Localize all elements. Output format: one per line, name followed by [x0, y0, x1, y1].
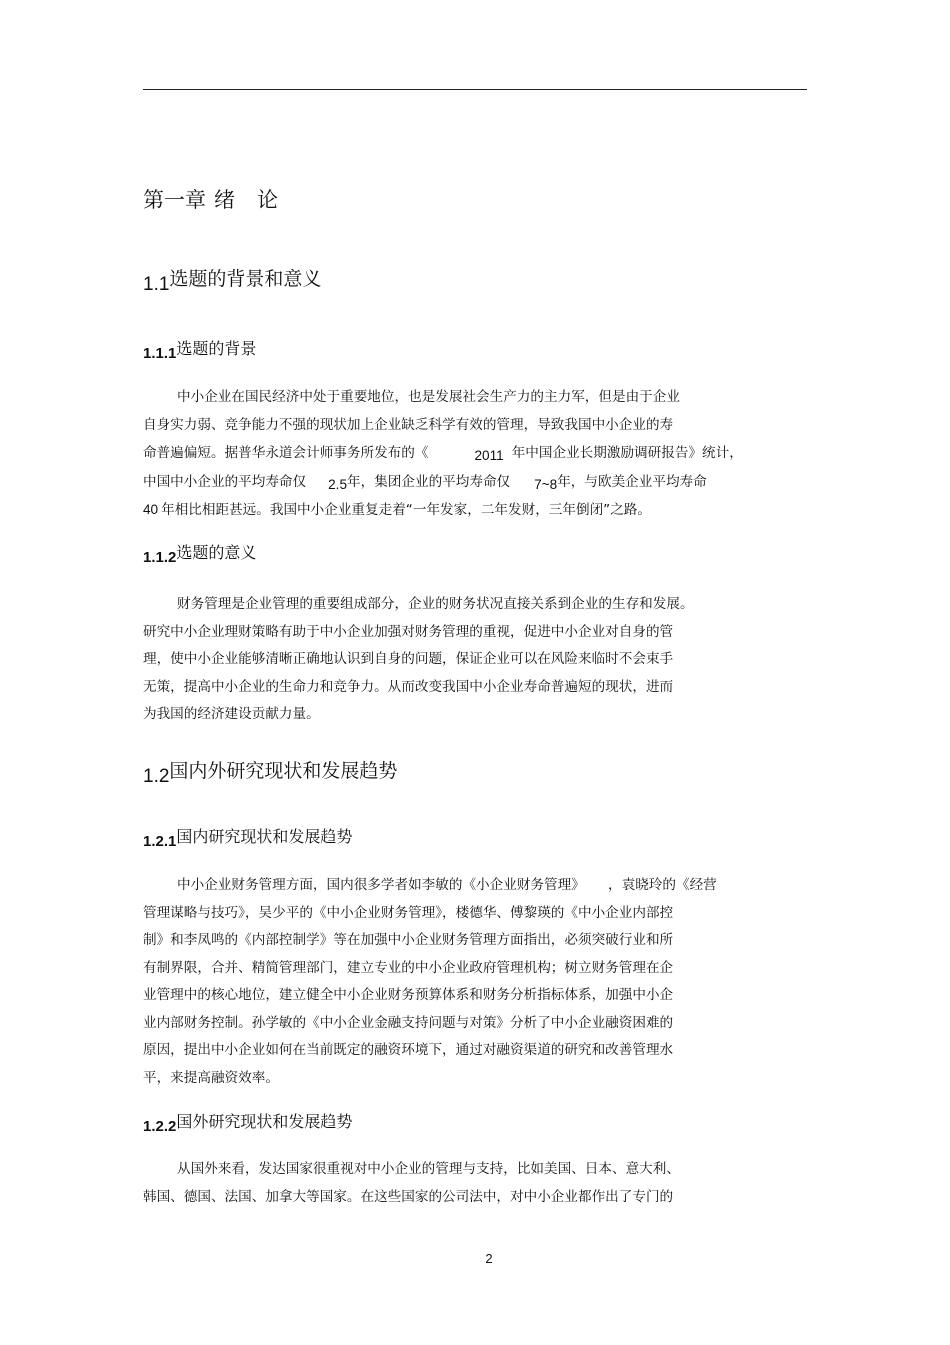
lifespan-range-value: 7~8 [534, 476, 558, 492]
subsection-heading-1-2-1 [143, 824, 353, 850]
subsection-number: 1.2.2 [143, 1118, 177, 1135]
lifespan-value: 2.5 [328, 476, 348, 492]
subsection-title: 国内研究现状和发展趋势 [176, 827, 353, 846]
paragraph-line: 财务管理是企业管理的重要组成部分，企业的财务状况直接关系到企业的生存和发展。 [177, 596, 694, 612]
paragraph-significance [143, 591, 783, 729]
paragraph-line: 韩国、德国、法国、加拿大等国家。在这些国家的公司法中，对中小企业都作出了专门的 [143, 1188, 674, 1205]
paragraph-line [143, 872, 783, 900]
subsection-heading-1-2-2 [143, 1109, 353, 1135]
text-run: 中小企业财务管理方面，国内很多学者如李敏的《小企业财务管理》 [177, 877, 579, 893]
subsection-heading-1-1-1 [143, 336, 257, 362]
text-run: 中国中小企业的平均寿命仅 [143, 473, 307, 490]
section-title: 选题的背景和意义 [169, 268, 322, 290]
chapter-heading [143, 184, 278, 214]
paragraph-line [143, 468, 783, 497]
paragraph-line: 中小企业在国民经济中处于重要地位，也是发展社会生产力的主力军，但是由于企业 [177, 389, 680, 405]
paragraph-domestic-research [143, 872, 783, 1092]
paragraph-line: 业内部财务控制。孙学敏的《中小企业金融支持问题与对策》分析了中小企业融资困难的 [143, 1014, 674, 1031]
paragraph-line: 有制界限，合并、精简管理部门，建立专业的中小企业政府管理机构；树立财务管理在企 [143, 959, 674, 976]
section-heading-1-1 [143, 264, 322, 295]
text-run: 年，与欧美企业平均寿命 [557, 473, 707, 490]
section-number: 1.1 [143, 274, 170, 295]
paragraph-line: 无策，提高中小企业的生命力和竞争力。从而改变我国中小企业寿命普遍短的现状，进而 [143, 678, 674, 695]
text-run: 年，集团企业的平均寿命仅 [347, 473, 511, 490]
subsection-heading-1-1-2 [143, 540, 257, 566]
chapter-title-part-a: 绪 [214, 188, 235, 212]
paragraph-line: 为我国的经济建设贡献力量。 [143, 706, 320, 722]
paragraph-line: 管理谋略与技巧》，吴少平的《中小企业财务管理》，楼德华、傅黎瑛的《中小企业内部控 [143, 904, 674, 921]
section-heading-1-2 [143, 756, 398, 787]
subsection-title: 选题的背景 [176, 339, 257, 358]
paragraph-line: 制》和李凤鸣的《内部控制学》等在加强中小企业财务管理方面指出，必须突破行业和所 [143, 932, 674, 948]
paragraph-line: 理，使中小企业能够清晰正确地认识到自身的问题，保证企业可以在风险来临时不会束手 [143, 651, 674, 667]
subsection-number: 1.1.1 [143, 345, 177, 362]
text-run: 年相比相距甚远。我国中小企业重复走着“一年发家，二年发财，三年倒闭”之路。 [161, 502, 651, 518]
paragraph-foreign-research [143, 1156, 783, 1211]
lifespan-value: 40 [143, 502, 159, 517]
subsection-title: 国外研究现状和发展趋势 [176, 1112, 353, 1131]
page-number: 2 [485, 1251, 493, 1266]
subsection-number: 1.1.2 [143, 549, 177, 566]
paragraph-line: 原因，提出中小企业如何在当前既定的融资环境下，通过对融资渠道的研究和改善管理水 [143, 1042, 674, 1058]
section-number: 1.2 [143, 766, 170, 787]
paragraph-line: 从国外来看，发达国家很重视对中小企业的管理与支持，比如美国、日本、意大利、 [177, 1161, 680, 1177]
chapter-title-part-b: 论 [257, 188, 278, 212]
paragraph-background [143, 384, 783, 525]
chapter-number: 第一章 [143, 188, 206, 212]
paragraph-line: 平，来提高融资效率。 [143, 1069, 279, 1086]
paragraph-line [143, 439, 783, 468]
subsection-title: 选题的意义 [176, 543, 257, 562]
paragraph-line: 研究中小企业理财策略有助于中小企业加强对财务管理的重视，促进中小企业对自身的管 [143, 623, 674, 640]
paragraph-line: 自身实力弱、竞争能力不强的现状加上企业缺乏科学有效的管理，导致我国中小企业的寿 [143, 416, 674, 433]
paragraph-line: 业管理中的核心地位，建立健全中小企业财务预算体系和财务分析指标体系，加强中小企 [143, 987, 674, 1003]
text-run: 命普遍偏短。据普华永道会计师事务所发布的《 [143, 445, 429, 461]
text-run: 年中国企业长期激励调研报告》统计， [511, 445, 743, 461]
section-title: 国内外研究现状和发展趋势 [169, 760, 398, 782]
paragraph-line [143, 496, 783, 525]
year-value: 2011 [474, 448, 504, 463]
header-rule [143, 89, 807, 90]
subsection-number: 1.2.1 [143, 833, 177, 850]
text-run: ，袁晓玲的《经营 [608, 877, 717, 893]
